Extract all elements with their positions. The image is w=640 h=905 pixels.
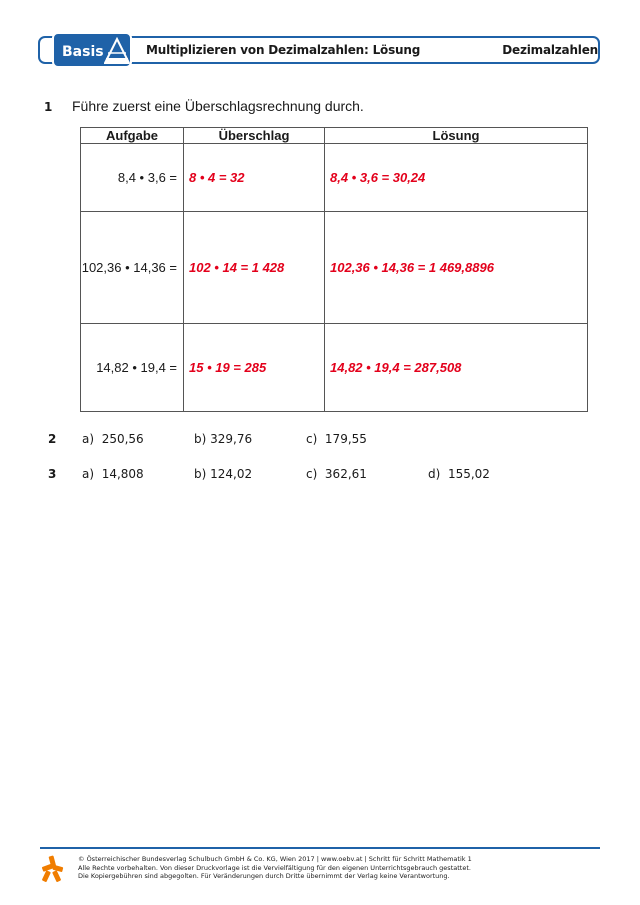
task-1-instruction: Führe zuerst eine Überschlagsrechnung durch.	[72, 98, 364, 114]
answer-value: 155,02	[447, 467, 490, 481]
ueberschlag-cell: 8 • 4 = 32	[184, 144, 325, 212]
answer-value: 14,808	[101, 467, 144, 481]
footer-line-2: Alle Rechte vorbehalten. Von dieser Druckvorlage ist die Vervielfältigung für den eigenen Unterrichtsgebrauch gestattet.	[78, 863, 471, 872]
task-number-2: 2	[48, 432, 57, 446]
solution-table	[80, 127, 588, 412]
answer-3b	[194, 467, 252, 481]
loesung-cell: 14,82 • 19,4 = 287,508	[325, 324, 588, 412]
answer-value: 362,61	[324, 467, 367, 481]
ueberschlag-cell: 15 • 19 = 285	[184, 324, 325, 412]
answer-3c	[306, 467, 367, 481]
table-row	[81, 144, 588, 212]
answer-2b	[194, 432, 252, 446]
table-row	[81, 324, 588, 412]
answer-label: a)	[82, 432, 95, 446]
answer-value: 250,56	[101, 432, 144, 446]
aufgabe-cell: 102,36 • 14,36 =	[81, 212, 184, 324]
task-number-3: 3	[48, 467, 57, 481]
footer-divider	[40, 847, 600, 849]
page-topic: Dezimalzahlen	[502, 43, 598, 57]
header-ueberschlag: Überschlag	[184, 128, 325, 144]
answer-value: 124,02	[210, 467, 253, 481]
header-aufgabe: Aufgabe	[81, 128, 184, 144]
answer-value: 329,76	[210, 432, 253, 446]
footer-line-1: © Österreichischer Bundesverlag Schulbuch GmbH & Co. KG, Wien 2017 | www.oebv.at | Schritt für Schritt Mathematik 1	[78, 855, 472, 863]
answer-3d	[428, 467, 490, 481]
loesung-cell: 102,36 • 14,36 = 1 469,8896	[325, 212, 588, 324]
ueberschlag-cell: 102 • 14 = 1 428	[184, 212, 325, 324]
table-header-row	[81, 128, 588, 144]
footer-line-3: Die Kopiergebühren sind abgegolten. Für Veränderungen durch Dritte übernimmt der Verlag keine Verantwortung.	[78, 872, 450, 880]
answer-label: b)	[194, 432, 207, 446]
oebv-star-icon	[40, 854, 64, 884]
answer-label: b)	[194, 467, 207, 481]
basis-logo	[52, 32, 132, 68]
loesung-cell: 8,4 • 3,6 = 30,24	[325, 144, 588, 212]
footer-copyright	[78, 855, 472, 881]
answer-2c	[306, 432, 367, 446]
aufgabe-cell: 8,4 • 3,6 =	[81, 144, 184, 212]
header-loesung: Lösung	[325, 128, 588, 144]
table-row	[81, 212, 588, 324]
answer-value: 179,55	[324, 432, 367, 446]
logo-text: Basis	[62, 44, 104, 60]
answer-label: d)	[428, 467, 441, 481]
aufgabe-cell: 14,82 • 19,4 =	[81, 324, 184, 412]
pyramid-level-icon	[104, 37, 130, 65]
task-number-1: 1	[44, 100, 53, 114]
answer-2a	[82, 432, 144, 446]
answer-label: a)	[82, 467, 95, 481]
answer-label: c)	[306, 467, 318, 481]
answer-3a	[82, 467, 144, 481]
page-title: Multiplizieren von Dezimalzahlen: Lösung	[146, 43, 421, 57]
answer-label: c)	[306, 432, 318, 446]
